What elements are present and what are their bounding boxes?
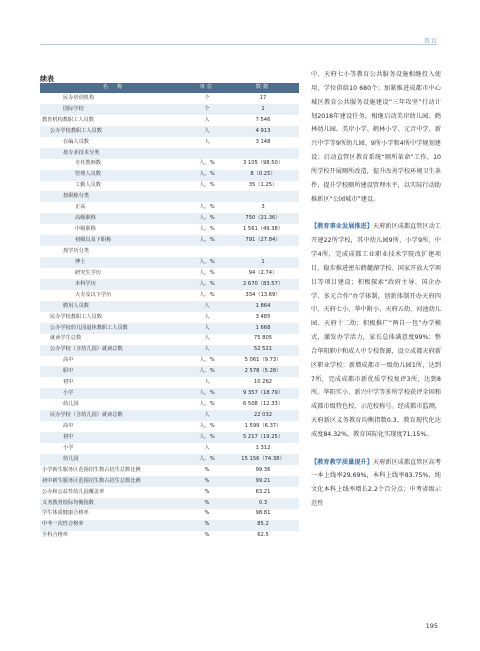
row-value: 10 262 xyxy=(253,379,273,386)
row-value: 3 105（98.50） xyxy=(242,160,284,167)
row-name: 民办培训机构 xyxy=(63,94,95,101)
table-row xyxy=(40,531,299,542)
row-value: 3 148 xyxy=(255,138,271,145)
row-unit: 人、% xyxy=(187,170,227,181)
table-row xyxy=(40,93,299,104)
row-value: 1 599（6.37） xyxy=(244,422,282,429)
table-row xyxy=(40,476,299,487)
table-row xyxy=(40,443,299,454)
row-value: 1 561（49.38） xyxy=(242,226,284,233)
section-heading-quality: 【教育教学质量提升】 xyxy=(311,458,373,466)
table-row xyxy=(40,377,299,388)
row-value: 9 357（18.79） xyxy=(227,388,299,399)
row-name: 聘用人员数 xyxy=(40,301,187,312)
row-unit: 人、% xyxy=(199,226,215,233)
row-name: 中级职称 xyxy=(75,226,96,233)
table-row xyxy=(40,399,299,410)
row-name: 幼儿园 xyxy=(40,454,187,465)
row-unit: 人、% xyxy=(199,401,215,408)
header-divider xyxy=(40,44,438,45)
row-unit: 人 xyxy=(204,313,210,320)
row-name: 幼儿园 xyxy=(63,401,79,408)
table-row xyxy=(40,115,299,126)
row-name: 高级职称 xyxy=(40,213,187,224)
paragraph-facilities: 中、天府七小等教育公共服务设施相继投入使用，学位供给10 680个；加紧推进成都市中心城区教育公共服务设施建设“三年攻坚”行动计划2018年建设任务，相继启动美岸幼儿园、鹤林幼儿园、美岸小学、鹤林小学、元音中学、新兴中学等9所幼儿园、9所小学和4所中学规划建设；启动直管区教育系统“厕所革命”工作，10所学校开展厕所改造，提升改善学校环境卫生条件，提升学校厕所建设管理水平，以实际行动助推新区“公园城市”建设。 xyxy=(311,71,441,203)
row-unit: % xyxy=(204,466,210,473)
row-value: 0.3 xyxy=(227,498,299,509)
row-value: 62.5 xyxy=(257,532,269,539)
row-value: 791（27.84） xyxy=(227,235,299,246)
row-name: 工勤人员数 xyxy=(75,182,101,189)
row-unit: 人 xyxy=(187,126,227,137)
table-row xyxy=(40,202,299,213)
row-value: 5 061（9.73） xyxy=(244,357,282,364)
table-row xyxy=(40,246,299,257)
row-unit: % xyxy=(187,520,227,531)
row-value: 2 578（5.28） xyxy=(227,366,299,377)
row-name: 公办学校幼儿园退休教职工人员数 xyxy=(40,323,187,334)
row-name: 民办学校教职工人员数 xyxy=(50,313,102,320)
row-unit: 人、% xyxy=(199,204,215,211)
row-name: 学生体质健康合格率 xyxy=(42,510,89,517)
row-value: 5 217（19.25） xyxy=(227,432,299,443)
table-row xyxy=(40,181,299,192)
section-tag: 教育 xyxy=(423,38,438,45)
row-unit xyxy=(187,191,227,202)
row-unit xyxy=(187,246,227,257)
row-unit: 个 xyxy=(204,94,210,101)
row-value: 75 805 xyxy=(253,335,273,342)
column-header-value: 数据 xyxy=(227,83,299,93)
table-row xyxy=(40,465,299,476)
row-value xyxy=(227,246,299,257)
row-name: 博士 xyxy=(40,257,187,268)
table-row xyxy=(40,213,299,224)
table-row xyxy=(40,388,299,399)
row-value: 8（0.25） xyxy=(227,170,299,181)
table-row xyxy=(40,509,299,520)
row-unit: 人 xyxy=(204,335,210,342)
row-name: 正高 xyxy=(75,204,86,211)
row-value: 1 312 xyxy=(255,444,271,451)
row-name: 初中 xyxy=(40,432,187,443)
row-value: 22 032 xyxy=(227,410,299,421)
row-name: 按职称分类 xyxy=(40,191,187,202)
row-name: 初中 xyxy=(63,379,74,386)
row-unit: 人 xyxy=(187,301,227,312)
row-unit: 人、% xyxy=(187,235,227,246)
row-unit: 人、% xyxy=(187,213,227,224)
row-name: 专任教师数 xyxy=(75,160,101,167)
row-name: 职中 xyxy=(40,366,187,377)
row-unit xyxy=(187,148,227,159)
row-name: 小学 xyxy=(40,388,187,399)
table-row xyxy=(40,334,299,345)
table-row xyxy=(40,257,299,268)
section-development xyxy=(311,220,441,442)
row-name: 公办学校（含幼儿园）就读总数 xyxy=(40,345,187,356)
row-unit: % xyxy=(187,476,227,487)
row-unit: % xyxy=(204,510,210,517)
table-row xyxy=(40,170,299,181)
row-name: 高中 xyxy=(63,357,74,364)
row-name: 公办学校教职工人员数 xyxy=(40,126,187,137)
table-row xyxy=(40,323,299,334)
table-body xyxy=(40,93,299,541)
row-name: 管理人员数 xyxy=(40,170,187,181)
row-unit: 人、% xyxy=(199,182,215,189)
row-value: 94（2.74） xyxy=(248,269,278,276)
row-value: 1 864 xyxy=(227,301,299,312)
paragraph-development: 天府新区成都直管区动工开建22所学校，其中幼儿园9所、小学9所、中学4所，完成成都工业职业技术学院改扩建项目，稳步推进密东鹤麓湖学校、国家开放大学项目等项目建设；积极探索“政府主导、国企办学、多元合作”办学体制，创新体制开办天府四中、天府七小、华中附小、天府五幼、河池幼儿园、天府十二幼；积极推广“两自一包”办学模式，激发办学活力，家长总体满意度99%；整合华阳职中和成人中专校资源，设立成都天府新区职业学校；新增成都市一级幼儿园1所，达到7所，完成成都市新优质学校复评3所，达到8所。华阳实小、新兴中学等多所学校获评全国和成都市级特色校、示范校称号。经成都市监测，天府新区义务教育均衡指数0.3，教育现代化达成度84.32%，教育国际化实现度71.15%。 xyxy=(311,223,441,438)
row-unit: 人 xyxy=(187,410,227,421)
row-unit: % xyxy=(204,532,210,539)
body-text-column xyxy=(311,68,441,511)
row-name: 初级以及下职称 xyxy=(40,235,187,246)
row-name: 公办和公益性幼儿园覆盖率 xyxy=(42,488,105,495)
row-name: 在编人员数 xyxy=(63,138,89,145)
page-number: 195 xyxy=(425,622,438,630)
table-row xyxy=(40,148,299,159)
row-unit: 人、% xyxy=(199,357,215,364)
row-value: 99.36 xyxy=(255,466,271,473)
table-row xyxy=(40,454,299,465)
row-value: 17 xyxy=(259,94,267,101)
row-value: 3 485 xyxy=(255,313,271,320)
table-row xyxy=(40,268,299,279)
row-name: 按专业技术分类 xyxy=(40,148,187,159)
row-value: 3 xyxy=(261,204,265,211)
table-row xyxy=(40,290,299,301)
table-row xyxy=(40,366,299,377)
row-unit: 人 xyxy=(204,138,210,145)
row-name: 小学新生服务区范围招生数占招生总数比例 xyxy=(42,466,141,473)
row-value: 52 521 xyxy=(227,345,299,356)
row-unit: 人、% xyxy=(187,257,227,268)
row-name: 教育机构教职工人员数 xyxy=(42,116,94,123)
row-unit: 人、% xyxy=(187,454,227,465)
row-unit: % xyxy=(187,498,227,509)
row-value xyxy=(227,191,299,202)
table-row xyxy=(40,421,299,432)
row-unit: 人、% xyxy=(199,291,215,298)
row-value: 2 670（83.57） xyxy=(227,279,299,290)
row-name: 义务教育校际均衡指数 xyxy=(40,498,187,509)
table-row xyxy=(40,356,299,367)
table-row xyxy=(40,279,299,290)
row-value: 85.2 xyxy=(227,520,299,531)
row-unit: 人 xyxy=(187,323,227,334)
section-heading-development: 【教育事业发展推进】 xyxy=(311,223,373,231)
row-unit: 人、% xyxy=(187,279,227,290)
table-row xyxy=(40,312,299,323)
table-row xyxy=(40,137,299,148)
row-value: 15 156（74.38） xyxy=(227,454,299,465)
row-name: 按学历分类 xyxy=(63,247,89,254)
row-name: 就读学生总数 xyxy=(50,335,82,342)
row-unit: 人 xyxy=(204,444,210,451)
section-quality xyxy=(311,456,441,511)
table-row xyxy=(40,410,299,421)
row-value: 750（21.36） xyxy=(227,213,299,224)
table-header-row xyxy=(40,83,299,93)
row-unit: % xyxy=(204,488,210,495)
row-value: 4 913 xyxy=(227,126,299,137)
row-value: 1 668 xyxy=(227,323,299,334)
row-value: 99.21 xyxy=(227,476,299,487)
table-row xyxy=(40,345,299,356)
row-name: 国际学校 xyxy=(40,104,187,115)
paragraph-quality: 天府新区成都直管区高考一本上线率29.69%，本科上线率83.75%，纯文化本科上线率增长2.2个百分点；中考省级示范性 xyxy=(311,458,441,508)
row-value xyxy=(227,148,299,159)
row-name: 研究生学历 xyxy=(75,269,101,276)
row-value: 7 546 xyxy=(255,116,271,123)
row-unit: 人、% xyxy=(199,269,215,276)
table-caption: 续表 xyxy=(40,75,54,83)
column-header-name: 名 称 xyxy=(40,83,187,93)
table-row xyxy=(40,301,299,312)
column-header-unit: 单位 xyxy=(187,83,227,93)
row-name: 本科学历 xyxy=(40,279,187,290)
row-value: 1 xyxy=(227,257,299,268)
statistics-table xyxy=(40,83,299,541)
row-unit: 人、% xyxy=(187,366,227,377)
table-row xyxy=(40,191,299,202)
row-unit: 人、% xyxy=(199,422,215,429)
row-unit: 个 xyxy=(187,104,227,115)
row-name: 大专及以下学历 xyxy=(75,291,112,298)
row-name: 民办学校（含幼儿园）就读总数 xyxy=(40,410,187,421)
table-row xyxy=(40,224,299,235)
row-unit: 人、% xyxy=(199,160,215,167)
row-value: 98.81 xyxy=(255,510,271,517)
row-name: 中考一次性合格率 xyxy=(40,520,187,531)
row-value: 334（13.69） xyxy=(245,291,281,298)
table-row xyxy=(40,235,299,246)
row-name: 高中 xyxy=(63,422,74,429)
row-value: 1 xyxy=(227,104,299,115)
table-row xyxy=(40,104,299,115)
table-row xyxy=(40,159,299,170)
row-unit: 人、% xyxy=(187,388,227,399)
row-name: 初中新生服务区范围招生数占招生总数比例 xyxy=(40,476,187,487)
row-unit: 人 xyxy=(187,345,227,356)
row-value: 63.21 xyxy=(255,488,271,495)
table-row xyxy=(40,520,299,531)
row-name: 全科合格率 xyxy=(42,532,68,539)
table-row xyxy=(40,432,299,443)
row-unit: 人 xyxy=(204,116,210,123)
table-row xyxy=(40,498,299,509)
row-unit: 人、% xyxy=(187,432,227,443)
row-value: 6 508（12.33） xyxy=(242,401,284,408)
table-row xyxy=(40,487,299,498)
row-value: 35（1.25） xyxy=(248,182,278,189)
row-unit: 人 xyxy=(204,379,210,386)
table-row xyxy=(40,126,299,137)
row-name: 小学 xyxy=(63,444,74,451)
